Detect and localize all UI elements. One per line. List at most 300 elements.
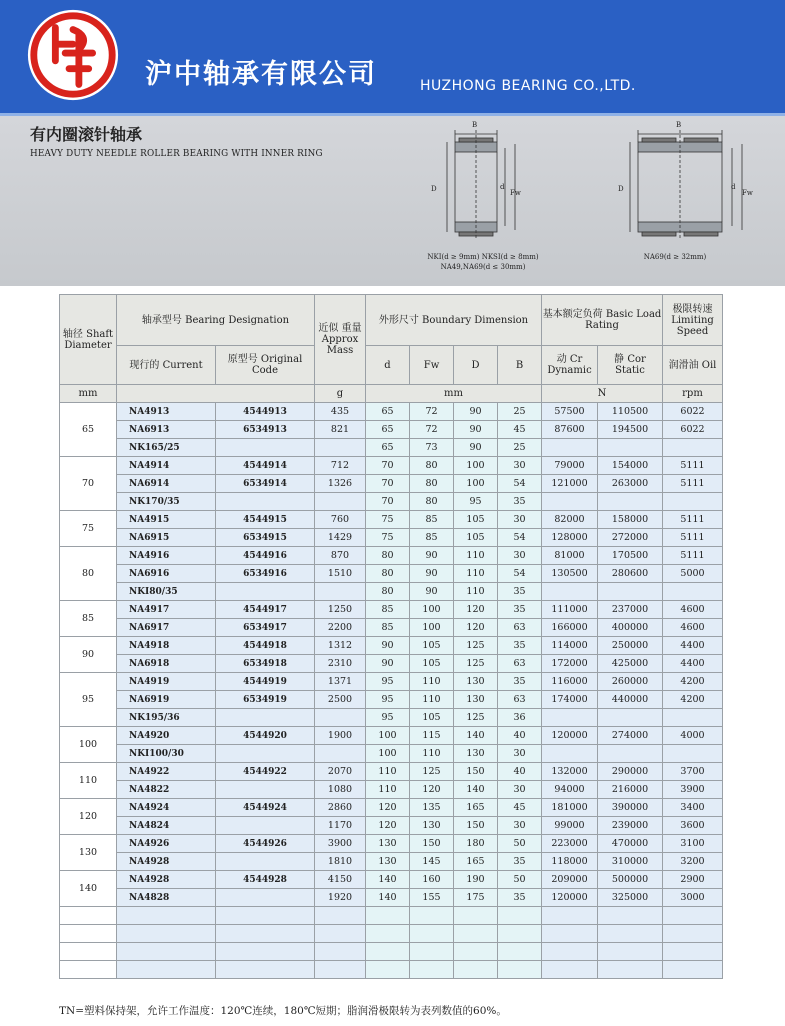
cell-static: 280600 [598, 565, 663, 583]
cell-static [598, 439, 663, 457]
cell-current: NA6915 [117, 529, 216, 547]
cell-current: NA4828 [117, 889, 216, 907]
cell-shaft-diameter: 120 [60, 799, 117, 835]
cell-B: 45 [498, 421, 542, 439]
cell-D: 165 [454, 853, 498, 871]
cell-original-code [216, 493, 315, 511]
cell-original-code: 4544915 [216, 511, 315, 529]
cell-oil [663, 583, 723, 601]
cell-oil: 5000 [663, 565, 723, 583]
table-row [60, 763, 723, 781]
cell-dynamic: 223000 [542, 835, 598, 853]
footnote: TN=塑料保持架，允许工作温度：120℃连续，180℃短期；脂润滑极限转为表列数值的60%。 [59, 1005, 507, 1017]
cell-D: 95 [454, 493, 498, 511]
dim-label-d: d [500, 183, 505, 191]
cell-fw: 110 [410, 673, 454, 691]
cell-mass: 2860 [315, 799, 366, 817]
cell-current: NA4928 [117, 853, 216, 871]
cell-original-code [216, 745, 315, 763]
table-row [60, 439, 723, 457]
cell-mass: 2070 [315, 763, 366, 781]
cell-B: 35 [498, 889, 542, 907]
cell-B: 40 [498, 727, 542, 745]
cell-static: 310000 [598, 853, 663, 871]
cell-dynamic: 172000 [542, 655, 598, 673]
cell-current: NK170/35 [117, 493, 216, 511]
table-row [60, 889, 723, 907]
cell-original-code: 4544928 [216, 871, 315, 889]
cell-current: NA6917 [117, 619, 216, 637]
table-row [60, 691, 723, 709]
cell-oil [663, 493, 723, 511]
dim-label-d-right: d [731, 183, 736, 191]
cell-B: 54 [498, 529, 542, 547]
cell-dynamic: 120000 [542, 727, 598, 745]
blank-cell [410, 925, 454, 943]
cell-d: 95 [366, 673, 410, 691]
cell-fw: 150 [410, 835, 454, 853]
blank-cell [598, 925, 663, 943]
cell-original-code: 6534918 [216, 655, 315, 673]
cell-original-code [216, 853, 315, 871]
table-row [60, 781, 723, 799]
cell-shaft-diameter: 80 [60, 547, 117, 601]
blank-cell [598, 943, 663, 961]
dim-label-D-right: D [618, 185, 624, 193]
cell-dynamic [542, 583, 598, 601]
blank-cell [315, 943, 366, 961]
cell-static: 272000 [598, 529, 663, 547]
cell-B: 30 [498, 457, 542, 475]
blank-cell [542, 907, 598, 925]
cell-D: 130 [454, 745, 498, 763]
header-band [0, 0, 785, 113]
cell-fw: 145 [410, 853, 454, 871]
header-fw: Fw [410, 346, 454, 385]
diagram-caption-left-1: NKI(d ≥ 9mm) NKSI(d ≥ 8mm) [427, 253, 539, 261]
cell-oil: 3600 [663, 817, 723, 835]
cell-B: 50 [498, 871, 542, 889]
cell-D: 190 [454, 871, 498, 889]
cell-mass: 1312 [315, 637, 366, 655]
cell-dynamic: 57500 [542, 403, 598, 421]
cell-oil: 4400 [663, 637, 723, 655]
dim-label-Fw: Fw [510, 189, 521, 197]
cell-shaft-diameter: 70 [60, 457, 117, 511]
cell-B: 30 [498, 745, 542, 763]
blank-row [60, 961, 723, 979]
blank-cell [598, 907, 663, 925]
blank-cell [663, 961, 723, 979]
cell-d: 80 [366, 565, 410, 583]
cell-original-code: 6534915 [216, 529, 315, 547]
cell-static: 250000 [598, 637, 663, 655]
cell-mass: 821 [315, 421, 366, 439]
table-row [60, 421, 723, 439]
blank-cell [366, 925, 410, 943]
blank-cell [216, 907, 315, 925]
cell-current: NK195/36 [117, 709, 216, 727]
unit-N: N [542, 385, 663, 403]
cell-d: 130 [366, 853, 410, 871]
section-title-en: HEAVY DUTY NEEDLE ROLLER BEARING WITH INNER RING [30, 149, 323, 159]
cell-d: 100 [366, 727, 410, 745]
cell-d: 70 [366, 493, 410, 511]
cell-D: 110 [454, 583, 498, 601]
header-static: 静 Cor Static [598, 346, 663, 385]
cell-current: NA6919 [117, 691, 216, 709]
cell-fw: 72 [410, 421, 454, 439]
cell-d: 100 [366, 745, 410, 763]
cell-fw: 135 [410, 799, 454, 817]
blank-cell [117, 907, 216, 925]
cell-current: NA4915 [117, 511, 216, 529]
blank-cell [663, 925, 723, 943]
cell-original-code: 6534913 [216, 421, 315, 439]
cell-oil: 6022 [663, 421, 723, 439]
blank-cell [410, 943, 454, 961]
cell-mass: 1080 [315, 781, 366, 799]
cell-oil [663, 745, 723, 763]
cell-D: 150 [454, 817, 498, 835]
dim-label-B: B [472, 121, 478, 129]
header-d: d [366, 346, 410, 385]
cell-mass: 435 [315, 403, 366, 421]
cell-static: 500000 [598, 871, 663, 889]
cell-d: 65 [366, 421, 410, 439]
cell-mass: 1900 [315, 727, 366, 745]
cell-dynamic: 94000 [542, 781, 598, 799]
cell-fw: 160 [410, 871, 454, 889]
cell-fw: 85 [410, 511, 454, 529]
blank-cell [117, 943, 216, 961]
cell-static [598, 745, 663, 763]
cell-mass [315, 493, 366, 511]
cell-mass [315, 745, 366, 763]
table-row [60, 565, 723, 583]
cell-dynamic [542, 709, 598, 727]
cell-fw: 120 [410, 781, 454, 799]
dim-label-Fw-right: Fw [742, 189, 753, 197]
cell-D: 180 [454, 835, 498, 853]
cell-d: 70 [366, 457, 410, 475]
cell-D: 140 [454, 727, 498, 745]
cell-B: 35 [498, 601, 542, 619]
cell-shaft-diameter: 85 [60, 601, 117, 637]
cell-fw: 105 [410, 709, 454, 727]
cell-D: 165 [454, 799, 498, 817]
cell-static: 154000 [598, 457, 663, 475]
cell-dynamic: 132000 [542, 763, 598, 781]
cell-B: 63 [498, 655, 542, 673]
cell-B: 30 [498, 781, 542, 799]
cell-oil: 3200 [663, 853, 723, 871]
cell-static: 110500 [598, 403, 663, 421]
cell-current: NA4914 [117, 457, 216, 475]
table-row [60, 457, 723, 475]
cell-d: 110 [366, 781, 410, 799]
cell-dynamic: 166000 [542, 619, 598, 637]
cell-static: 390000 [598, 799, 663, 817]
blank-cell [60, 943, 117, 961]
cell-B: 35 [498, 637, 542, 655]
cell-static: 440000 [598, 691, 663, 709]
blank-cell [498, 943, 542, 961]
cell-dynamic: 81000 [542, 547, 598, 565]
cell-dynamic: 181000 [542, 799, 598, 817]
diagram-caption-left-2: NA49,NA69(d ≤ 30mm) [440, 263, 526, 271]
cell-fw: 90 [410, 547, 454, 565]
table-row [60, 835, 723, 853]
cell-current: NA6916 [117, 565, 216, 583]
header-bearing-designation: 轴承型号 Bearing Designation [117, 295, 315, 346]
bearing-diagram-right [620, 120, 760, 250]
cell-D: 120 [454, 601, 498, 619]
cell-D: 130 [454, 691, 498, 709]
cell-original-code: 4544916 [216, 547, 315, 565]
cell-mass: 2310 [315, 655, 366, 673]
blank-cell [315, 961, 366, 979]
cell-D: 110 [454, 565, 498, 583]
cell-dynamic: 87600 [542, 421, 598, 439]
cell-dynamic: 118000 [542, 853, 598, 871]
blank-cell [366, 943, 410, 961]
cell-B: 40 [498, 763, 542, 781]
cell-current: NK165/25 [117, 439, 216, 457]
cell-dynamic: 99000 [542, 817, 598, 835]
cell-dynamic: 79000 [542, 457, 598, 475]
company-name-cn: 沪中轴承有限公司 [145, 59, 377, 90]
cell-original-code: 4544926 [216, 835, 315, 853]
table-body [60, 403, 723, 979]
cell-fw: 85 [410, 529, 454, 547]
cell-static: 194500 [598, 421, 663, 439]
cell-D: 140 [454, 781, 498, 799]
unit-blank [117, 385, 315, 403]
bearing-diagram-left [425, 120, 535, 250]
cell-fw: 110 [410, 745, 454, 763]
cell-static: 425000 [598, 655, 663, 673]
cell-mass: 1170 [315, 817, 366, 835]
cell-mass: 2200 [315, 619, 366, 637]
blank-cell [663, 907, 723, 925]
cell-D: 105 [454, 511, 498, 529]
cell-current: NA4822 [117, 781, 216, 799]
header-shaft-diameter: 轴径 Shaft Diameter [60, 295, 117, 385]
blank-cell [117, 925, 216, 943]
cell-D: 90 [454, 403, 498, 421]
cell-original-code [216, 583, 315, 601]
header-B: B [498, 346, 542, 385]
cell-mass [315, 439, 366, 457]
cell-oil: 2900 [663, 871, 723, 889]
cell-fw: 155 [410, 889, 454, 907]
cell-fw: 90 [410, 583, 454, 601]
cell-B: 50 [498, 835, 542, 853]
cell-original-code: 6534917 [216, 619, 315, 637]
cell-dynamic: 130500 [542, 565, 598, 583]
cell-d: 75 [366, 511, 410, 529]
blank-cell [366, 961, 410, 979]
blank-cell [366, 907, 410, 925]
dim-label-D: D [431, 185, 437, 193]
cell-static: 400000 [598, 619, 663, 637]
cell-original-code [216, 709, 315, 727]
cell-static: 325000 [598, 889, 663, 907]
table-row [60, 511, 723, 529]
blank-row [60, 925, 723, 943]
cell-current: NA4824 [117, 817, 216, 835]
cell-mass [315, 709, 366, 727]
cell-current: NA4919 [117, 673, 216, 691]
unit-mm: mm [60, 385, 117, 403]
cell-fw: 110 [410, 691, 454, 709]
cell-mass: 1920 [315, 889, 366, 907]
blank-cell [315, 907, 366, 925]
cell-original-code: 6534919 [216, 691, 315, 709]
cell-fw: 100 [410, 619, 454, 637]
cell-d: 80 [366, 583, 410, 601]
cell-oil: 5111 [663, 529, 723, 547]
cell-original-code [216, 439, 315, 457]
table-row [60, 529, 723, 547]
table-row [60, 547, 723, 565]
cell-current: NA4928 [117, 871, 216, 889]
cell-mass: 1810 [315, 853, 366, 871]
cell-dynamic: 209000 [542, 871, 598, 889]
blank-cell [216, 961, 315, 979]
cell-mass: 3900 [315, 835, 366, 853]
cell-oil [663, 439, 723, 457]
cell-current: NA6914 [117, 475, 216, 493]
cell-oil: 4600 [663, 619, 723, 637]
blank-cell [60, 961, 117, 979]
cell-d: 90 [366, 637, 410, 655]
cell-d: 65 [366, 439, 410, 457]
cell-d: 90 [366, 655, 410, 673]
cell-mass: 870 [315, 547, 366, 565]
table-row [60, 673, 723, 691]
cell-D: 150 [454, 763, 498, 781]
cell-static [598, 493, 663, 511]
cell-fw: 100 [410, 601, 454, 619]
cell-fw: 80 [410, 493, 454, 511]
cell-mass: 1326 [315, 475, 366, 493]
cell-current: NA4924 [117, 799, 216, 817]
cell-oil: 6022 [663, 403, 723, 421]
cell-fw: 130 [410, 817, 454, 835]
cell-oil: 3900 [663, 781, 723, 799]
cell-fw: 73 [410, 439, 454, 457]
diagram-caption-right: NA69(d ≥ 32mm) [643, 253, 707, 261]
cell-current: NA4916 [117, 547, 216, 565]
cell-mass: 760 [315, 511, 366, 529]
cell-original-code [216, 817, 315, 835]
cell-shaft-diameter: 140 [60, 871, 117, 907]
header-dynamic: 动 Cr Dynamic [542, 346, 598, 385]
company-name-en: HUZHONG BEARING CO.,LTD. [420, 78, 636, 94]
cell-D: 90 [454, 439, 498, 457]
cell-d: 110 [366, 763, 410, 781]
cell-B: 54 [498, 475, 542, 493]
header-oil: 润滑油 Oil [663, 346, 723, 385]
table-row [60, 493, 723, 511]
cell-original-code: 4544920 [216, 727, 315, 745]
cell-d: 140 [366, 871, 410, 889]
cell-B: 30 [498, 547, 542, 565]
cell-D: 125 [454, 709, 498, 727]
bearing-spec-table [59, 294, 723, 979]
blank-cell [60, 907, 117, 925]
cell-fw: 125 [410, 763, 454, 781]
cell-original-code: 4544924 [216, 799, 315, 817]
header-boundary-dimension: 外形尺寸 Boundary Dimension [366, 295, 542, 346]
cell-B: 63 [498, 619, 542, 637]
cell-oil: 3700 [663, 763, 723, 781]
cell-static: 237000 [598, 601, 663, 619]
header-approx-mass: 近似 重量 Approx Mass [315, 295, 366, 385]
cell-current: NA4918 [117, 637, 216, 655]
blank-cell [498, 907, 542, 925]
cell-B: 25 [498, 439, 542, 457]
cell-original-code: 4544919 [216, 673, 315, 691]
cell-d: 75 [366, 529, 410, 547]
cell-fw: 90 [410, 565, 454, 583]
cell-original-code: 6534914 [216, 475, 315, 493]
cell-fw: 80 [410, 457, 454, 475]
table-row [60, 727, 723, 745]
cell-d: 85 [366, 619, 410, 637]
header-basic-load-rating: 基本额定负荷 Basic Load Rating [542, 295, 663, 346]
cell-current: NA4920 [117, 727, 216, 745]
cell-original-code: 4544922 [216, 763, 315, 781]
table-row [60, 583, 723, 601]
cell-mass: 2500 [315, 691, 366, 709]
blank-cell [410, 907, 454, 925]
blank-cell [454, 907, 498, 925]
table-row [60, 475, 723, 493]
table-row [60, 637, 723, 655]
cell-shaft-diameter: 65 [60, 403, 117, 457]
cell-fw: 80 [410, 475, 454, 493]
blank-cell [542, 961, 598, 979]
cell-B: 35 [498, 493, 542, 511]
cell-D: 100 [454, 457, 498, 475]
cell-dynamic: 114000 [542, 637, 598, 655]
cell-dynamic: 111000 [542, 601, 598, 619]
cell-d: 85 [366, 601, 410, 619]
cell-D: 90 [454, 421, 498, 439]
table-row [60, 817, 723, 835]
cell-B: 54 [498, 565, 542, 583]
cell-dynamic [542, 493, 598, 511]
section-title-cn: 有内圈滚针轴承 [30, 125, 143, 144]
blank-cell [216, 943, 315, 961]
cell-d: 120 [366, 817, 410, 835]
cell-oil: 5111 [663, 475, 723, 493]
cell-oil: 5111 [663, 547, 723, 565]
cell-D: 110 [454, 547, 498, 565]
cell-D: 100 [454, 475, 498, 493]
cell-mass: 1510 [315, 565, 366, 583]
header-limiting-speed: 极限转速 Limiting Speed [663, 295, 723, 346]
cell-static: 260000 [598, 673, 663, 691]
cell-D: 175 [454, 889, 498, 907]
cell-dynamic: 128000 [542, 529, 598, 547]
header-original-code: 原型号 Original Code [216, 346, 315, 385]
cell-d: 95 [366, 691, 410, 709]
table-row [60, 871, 723, 889]
